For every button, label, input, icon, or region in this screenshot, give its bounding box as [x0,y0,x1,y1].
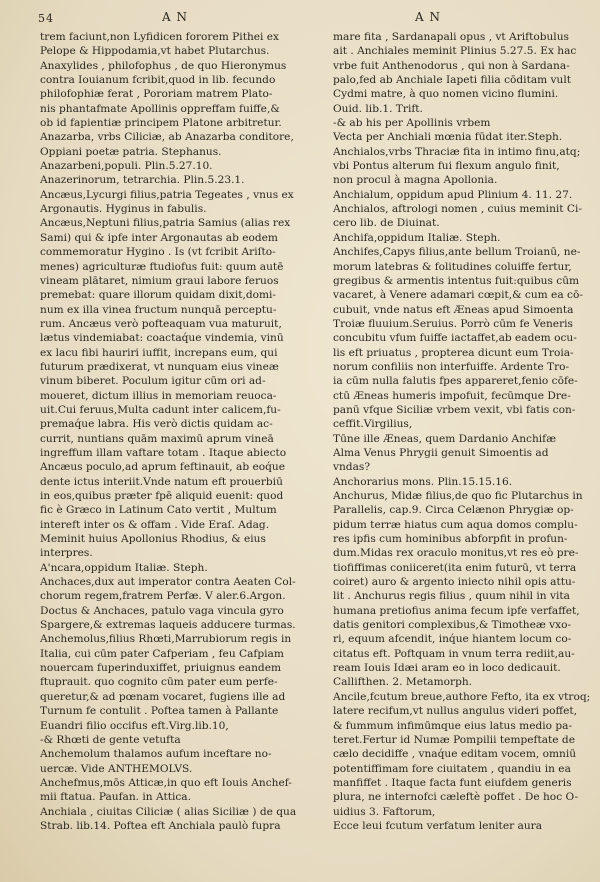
text-line: & fummum infimūmque eius latus medio pa- [333,719,573,732]
text-line: potentiffimam fore ciuitatem , quandiu in ea [333,762,571,775]
text-line: norum confiliis non interfuiffe. Ardente Tro- [333,360,570,373]
text-line: Anazarbeni,populi. Plin.5.27.10. [40,160,213,173]
text-line: Anchialos, aftrologi nomen , cuius meminit Ci- [333,203,582,216]
text-line: Anazerinorum, tetrarchia. Plin.5.23.1. [40,174,245,187]
text-line: latere recifum,vt nullus angulus videri poffet, [333,705,577,718]
text-line: dum.Midas rex oraculo monitus,vt res eò pre- [333,547,579,560]
text-line: Sami) qui & ipfe inter Argonautas ab eodem [40,231,278,244]
text-line: intereft inter os & offam . Vide Eraſ. Adag. [40,518,270,531]
text-line: Turnum fe contulit . Poftea tamen à Pallante [40,705,279,718]
text-line: menes) agriculturæ ftudiofus fuit: quum autē [40,260,284,273]
text-line: contra Iouianum fcribit,quod in lib. fecundo [40,74,276,87]
text-line: futurum prædixerat, vt nunquam eius vineæ [40,360,279,373]
text-line: Anazarba, vrbs Ciliciæ, ab Anazarba conditore, [40,131,294,144]
text-line: philofophiæ ferat , Pororiam matrem Plato- [40,88,273,101]
text-line: ait . Anchiales meminit Plinius 5.27.5. Ex hac [333,45,577,58]
text-line: uit.Cui feruus,Multa cadunt inter calicem,fu- [40,403,281,416]
page-number: 54 [38,12,54,25]
text-line: ceffit.Virgilius, [333,418,413,431]
text-line: in eos,quibus præter fpē aliquid euenit: quod [40,490,284,502]
left-text-column [40,30,304,833]
text-line: lætus vindemiabat: coactaq́ue vindemia, vinū [40,332,284,345]
text-line: -& ab his per Apollinis vrbem [333,117,491,130]
text-line: vndas? [333,461,371,474]
text-line: cubuit, vnde natus eft Æneas apud Simoenta [333,303,574,316]
text-line: Ancæus,Neptuni filius,patria Samius (alias rex [40,217,291,230]
text-line: Ancæus poculo,ad aprum feftinauit, ab eoq́ue [40,461,285,474]
text-line: mii ftatua. Paufan. in Attica. [40,791,191,804]
text-line: Spargere,& extremas laqueis adducere turmas. [40,619,296,632]
text-line: morum latebras & folitudines coluiffe fertur, [333,260,572,273]
text-line: -& Rhœti de gente vetufta [40,733,181,746]
text-line: Euandri filio occifus eft.Virg.lib.10, [40,719,229,732]
text-line: ream Iouis Idæi aram eo in loco dedicauit. [333,662,561,675]
text-line: commemoratur Hygino . Is (vt fcribit Ariſto- [40,246,276,259]
text-line: plura, ne internofci cæleftè poffet . De hoc O- [333,791,579,804]
text-line: Troiæ fluuium.Seruius. Porrò cūm fe Veneris [333,317,573,330]
text-line: nis phantafmate Apollinis oppreffam fuiffe,& [40,102,280,115]
text-line: vineam plātaret, nimium graui labore feruos [40,274,279,287]
text-line: Alma Venus Phrygii genuit Simoentis ad [333,446,549,459]
right-text-column [333,30,597,833]
text-line: ftuprauit. quo cognito cūm pater eum perfe- [40,676,278,689]
text-line: Ancile,fcutum breue,authore Fefto, ita ex vtroq; [333,690,591,703]
text-line: lit . Anchurus regis filius , quum nihil in vita [333,590,570,603]
text-line: A'ncara,oppidum Italiæ. Steph. [40,561,208,574]
text-line: Ancæus,Lycurgi filius,patria Tegeates , vnus ex [40,188,294,201]
text-line: cælo decidiffe , vnaq́ue editam vocem, omniū [333,748,577,761]
text-line: premebat: quare illorum quidam dixit,domi- [40,289,277,302]
text-line: mare fita , Sardanapali opus , vt Ariftobulus [333,31,569,43]
text-line: Anchefmus,mōs Atticæ,in quo eft Iouis Anchef- [40,776,292,789]
text-line: Callifthen. 2. Metamorph. [333,676,473,689]
text-line: Anchemolus,filius Rhœti,Marrubiorum regis in [40,633,292,646]
text-line: Anchaces,dux aut imperator contra Aeaten Col- [40,576,296,589]
text-line: Anchurus, Midæ filius,de quo fic Plutarchus in [333,490,583,502]
running-head-right: A N [415,10,441,24]
text-line: Anchialos,vrbs Thraciæ fita in intimo finu,atq; [333,145,581,158]
text-line: interpres. [40,547,93,560]
text-line: trem faciunt,non Lyfidicen fororem Pithei ex [40,31,280,43]
text-line: Anchifa,oppidum Italiæ. Steph. [333,231,501,244]
text-line: Anchialum, oppidum apud Plinium 4. 11. 27. [333,188,573,201]
text-line: Meminit huius Apollonius Rhodius, & eius [40,533,266,546]
text-line: premaq́ue labra. His verò dictis quidam ac- [40,418,273,431]
text-line: vbi Pontus alterum fui flexum angulo finit, [333,160,560,173]
text-line: palo,fed ab Anchiale Iapeti filia cōditam vult [333,74,572,87]
text-line: non procul à magna Apollonia. [333,174,498,187]
text-line: Anchorarius mons. Plin.15.15.16. [333,475,513,488]
text-line: fic è Græco in Latinum Cato vertit , Multum [40,504,277,517]
text-line: coiret) auro & argento iniecto nihil opis attu- [333,576,576,589]
text-line: Strab. lib.14. Poftea eft Anchiala paulò fupra [40,819,281,832]
text-line: pidum terræ hiatus cum aqua domos complu- [333,518,578,531]
text-line: cero lib. de Diuinat. [333,217,440,230]
text-line: ex lacu fibi hauriri iuffit, increpans eum, qui [40,346,278,359]
text-line: Vecta per Anchiali mœnia fūdat iter.Steph. [333,131,563,144]
text-line: panū vfque Siciliæ vrbem vexit, vbi fatis con- [333,403,576,416]
text-line: queretur,& ad pœnam vocaret, fugiens ille ad [40,690,286,703]
text-line: dente ictus interiit.Vnde natum eft prouerbiū [40,475,283,488]
text-line: rum. Ancæus verò pofteaquam vua maturuit, [40,317,282,330]
text-line: Italia, cui cūm pater Cafperiam , feu Cafpiam [40,647,284,660]
text-line: vrbe fuit Anthenodorus , qui non à Sardana- [333,59,570,72]
text-line: Oppiani poetæ patria. Stephanus. [40,145,222,158]
text-line: Pelope & Hippodamia,vt habet Plutarchus. [40,45,270,58]
text-line: ia cūm nulla falutis fpes appareret,fenio cōfe- [333,375,578,388]
text-line: Anaxylides , philofophus , de quo Hieronymus [40,59,287,72]
text-line: chorum regem,fratrem Perfæ. V aler.6.Argon. [40,590,286,603]
text-line: num ex illa vinea fructum nunquā perceptu- [40,303,277,316]
text-line: concubitu vfum fuiffe iactaffet,ab eadem ocu- [333,332,577,345]
text-line: ri, equum afcendit, inq́ue hiantem locum co- [333,633,572,646]
running-header [0,8,600,28]
text-line: tiofiffimas coniiceret(ita enim futurū, vt terra [333,561,577,574]
text-line: res ipfis cum hominibus abforpfit in profun- [333,533,568,546]
text-line: ctū Æneas humeris impofuit, fecūmque Dre- [333,389,571,402]
text-line: teret.Fertur id Numæ Pompilii tempeftate de [333,733,575,746]
text-line: vinum biberet. Poculum igitur cūm ori ad- [40,375,266,388]
text-line: gregibus & armentis intentus fuit:quibus cūm [333,274,580,287]
text-line: humana pretiofius animа fecum ipfe verfaffet, [333,604,580,617]
text-line: manfiffet . Itaque facta funt eiufdem generis [333,776,572,789]
text-line: uercæ. Vide ANTHEMOLVS. [40,762,193,775]
text-line: uidius 3. Faftorum, [333,805,436,818]
text-line: ingreffum illam vaftare totam . Itaque abiecto [40,446,287,459]
text-line: lis eft priuatus , propterea dicunt eum Troia- [333,346,574,359]
text-line: Argonautis. Hyginus in fabulis. [40,203,207,216]
text-line: Ouid. lib.1. Trift. [333,102,423,115]
text-line: citatus eft. Poftquam in vnum terra rediit,au- [333,647,575,660]
text-line: moueret, dictum illius in memoriam reuoca- [40,389,277,402]
running-head-left: A N [162,10,188,24]
text-line: Anchiala , ciuitas Ciliciæ ( alias Siciliæ ) de qua [40,805,297,818]
text-line: Anchifes,Capys filius,ante bellum Troianū, ne- [333,246,581,259]
text-line: datis genitori complexibus,& Timotheæ vxo- [333,619,572,632]
text-line: nouercam fuperinduxiffet, priuignus eandem [40,662,282,675]
text-line: ob id fapientiæ principem Platone arbitretur. [40,117,282,130]
text-line: Cydmi matre, à quo nomen vicino flumini. [333,88,559,101]
text-line: Parallelis, cap.9. Circa Celænon Phrygiæ op- [333,504,574,517]
text-line: Anchemolum thalamos aufum inceftare no- [40,748,272,761]
text-line: currit, nuntians quām maximū aprum vineā [40,432,274,445]
text-line: vacaret, à Venere adamari cœpit,& cum ea cō- [333,289,583,302]
text-line: Ecce leui fcutum verfatum leniter aura [333,819,543,832]
text-line: Doctus & Anchaces, patulo vaga vincula gyro [40,604,284,617]
text-line: Tūne ille Æneas, quem Dardanio Anchifæ [333,432,557,445]
